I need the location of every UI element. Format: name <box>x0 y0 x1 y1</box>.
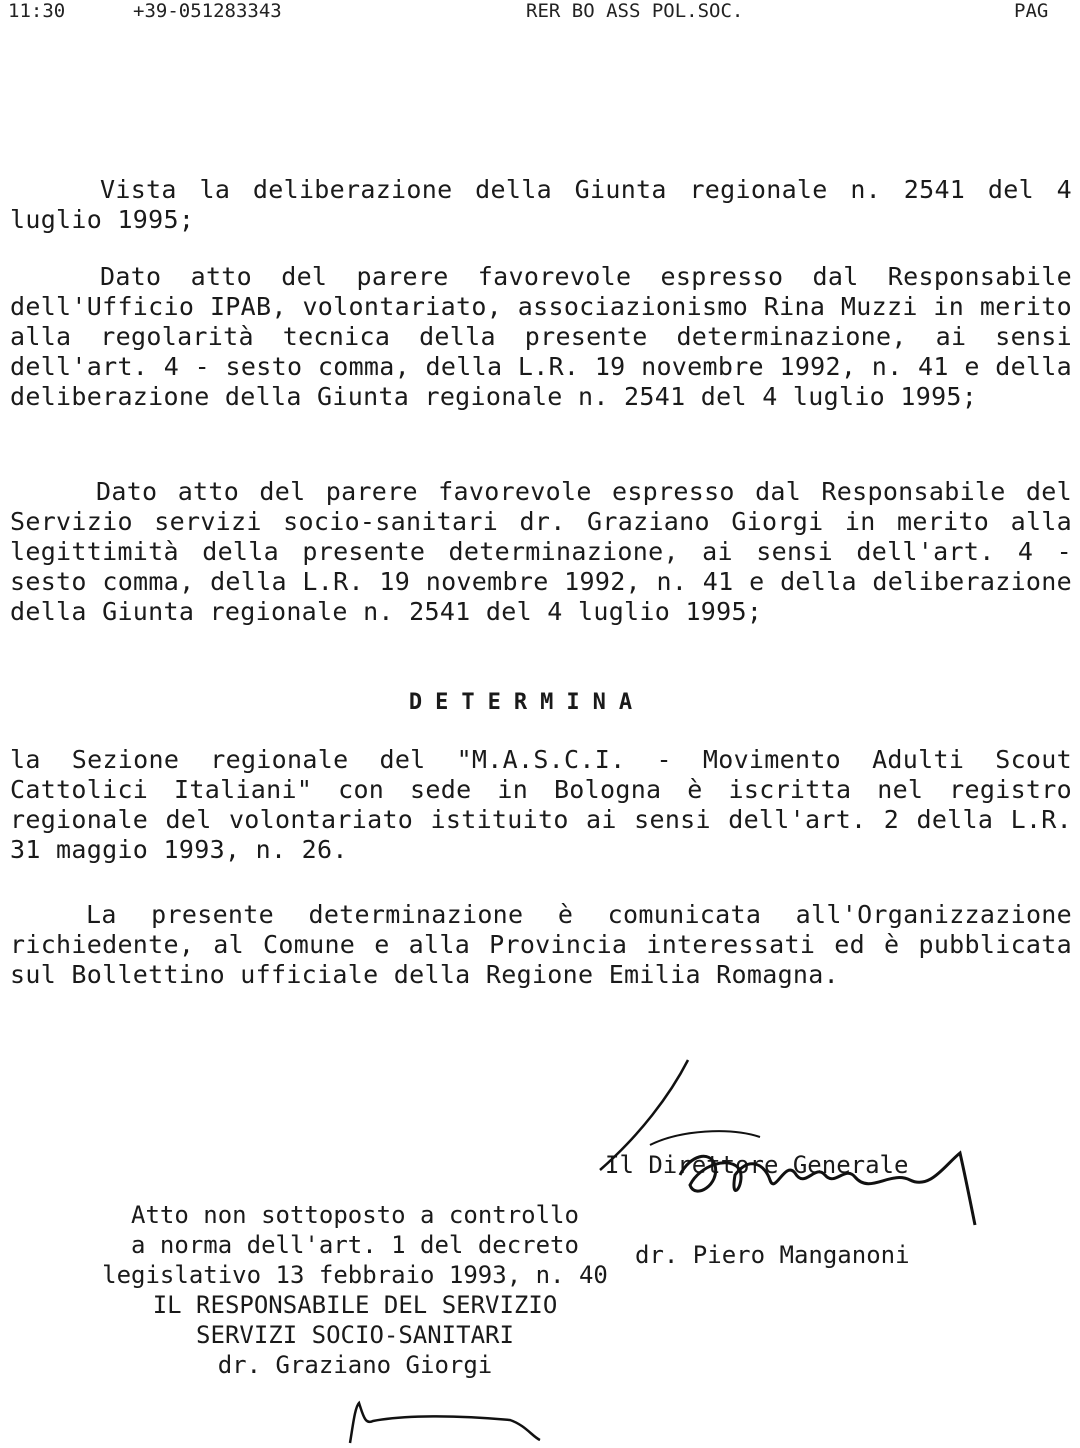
paragraph-parere-regolarita: Dato atto del parere favorevole espresso dal Responsabile dell'Ufficio IPAB, volontariato, associazionismo Rina Muzzi in merito alla regolarità tecnica della presente determinazione, ai sensi dell'art. 4 - sesto comma, della L.R. 19 novembre 1992, n. 41 e della deliberazione della Giunta regionale n. 2541 del 4 luglio 1995; <box>10 262 1072 411</box>
fax-phone-number: +39-051283343 <box>133 0 282 22</box>
notice-line-5: SERVIZI SOCIO-SANITARI <box>196 1321 514 1349</box>
paragraph-vista: Vista la deliberazione della Giunta regionale n. 2541 del 4 luglio 1995; <box>10 175 1072 234</box>
notice-line-3: legislativo 13 febbraio 1993, n. 40 <box>102 1261 608 1289</box>
director-name: dr. Piero Manganoni <box>635 1241 910 1269</box>
fax-time: 11:30 <box>8 0 66 22</box>
determina-heading: DETERMINA <box>408 690 646 715</box>
fax-page-label: PAG <box>1014 0 1049 22</box>
paragraph-iscrizione: la Sezione regionale del "M.A.S.C.I. - Movimento Adulti Scout Cattolici Italiani" con sede in Bologna è iscritta nel registro regionale del volontariato istituito ai sensi dell'art. 2 della L.R. 31 maggio 1993, n. 26. <box>10 745 1072 864</box>
paragraph-parere-legittimita: Dato atto del parere favorevole espresso dal Responsabile del Servizio servizi socio-sanitari dr. Graziano Giorgi in merito alla legittimità della presente determinazione, ai sensi dell'art. 4 - sesto comma, della L.R. 19 novembre 1992, n. 41 e della deliberazione della Giunta regionale n. 2541 del 4 luglio 1995; <box>10 477 1072 626</box>
notice-line-1: Atto non sottoposto a controllo <box>131 1201 579 1229</box>
responsabile-handwritten-signature <box>335 1395 555 1445</box>
notice-line-4: IL RESPONSABILE DEL SERVIZIO <box>152 1291 558 1319</box>
paragraph-comunicazione: La presente determinazione è comunicata all'Organizzazione richiedente, al Comune e alla Provincia interessati ed è pubblicata sul Bollettino ufficiale della Regione Emilia Romagna. <box>10 900 1072 989</box>
director-title: Il Direttore Generale <box>605 1151 909 1179</box>
fax-header <box>0 0 1080 26</box>
fax-sender: RER BO ASS POL.SOC. <box>526 0 744 22</box>
notice-line-2: a norma dell'art. 1 del decreto <box>131 1231 579 1259</box>
notice-line-6: dr. Graziano Giorgi <box>217 1351 493 1379</box>
notice-block <box>30 1200 680 1380</box>
